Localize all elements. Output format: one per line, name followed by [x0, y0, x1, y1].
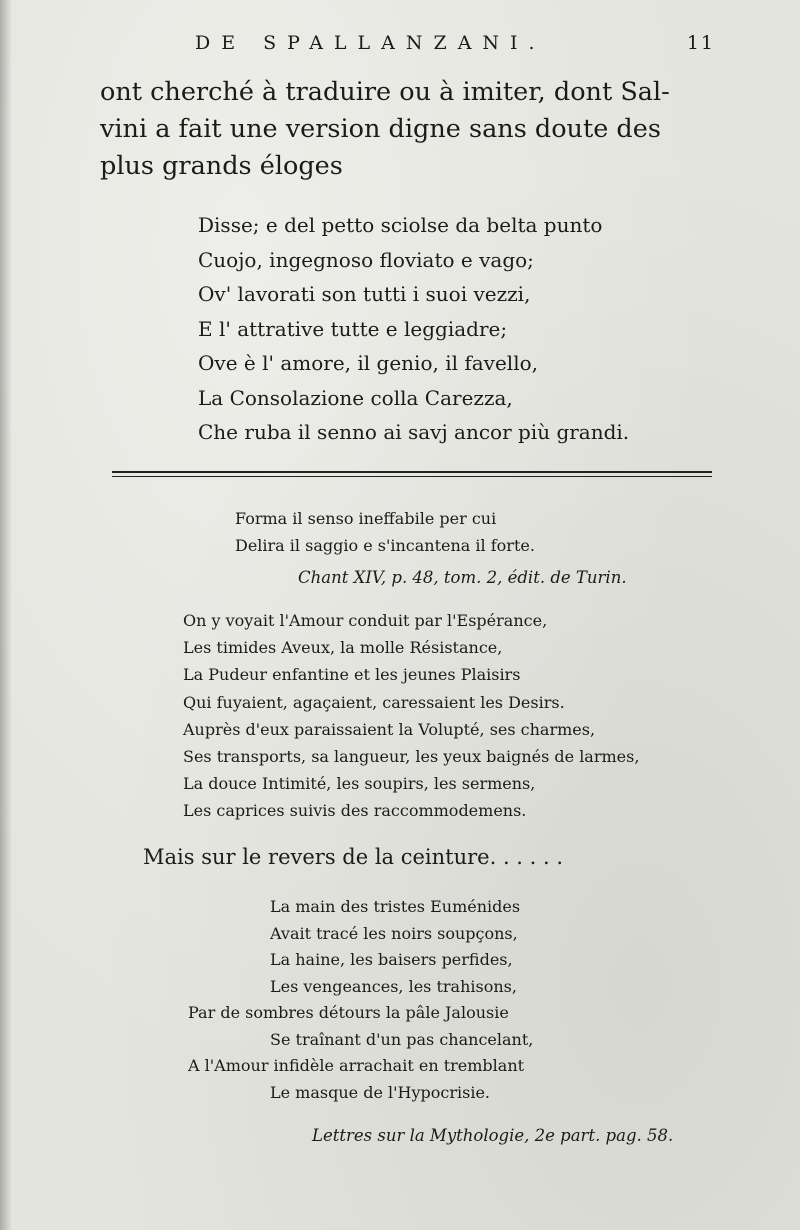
verse-line: Ses transports, sa langueur, les yeux baignés de larmes,	[183, 747, 640, 767]
french-verse-block	[183, 607, 639, 825]
verse-line: La main des tristes Euménides	[270, 897, 521, 916]
verse-line: Auprès d'eux paraissaient la Volupté, ses charmes,	[183, 719, 596, 739]
verse-line: Par de sombres détours la pâle Jalousie	[188, 1003, 509, 1022]
verse-line: La douce Intimité, les soupirs, les sermens,	[183, 774, 536, 794]
verse-line: Forma il senso ineffabile per cui	[235, 509, 497, 528]
verse-line: Che ruba il senno ai savj ancor più grandi.	[198, 420, 630, 444]
verse-line: Qui fuyaient, agaçaient, caressaient les Desirs.	[183, 692, 565, 712]
italian-verse-block	[198, 208, 629, 450]
verse-line: Cuojo, ingegnoso floviato e vago;	[198, 247, 534, 272]
prose-line: plus grands éloges	[100, 151, 343, 181]
mais-line: Mais sur le revers de la ceinture. . . . . .	[143, 845, 564, 869]
prose-line: vini a fait une version digne sans doute des	[100, 114, 661, 144]
prose-line: ont cherché à traduire ou à imiter, dont Sal-	[100, 77, 670, 107]
verse-line: On y voyait l'Amour conduit par l'Espérance,	[183, 611, 548, 630]
running-header	[195, 32, 715, 54]
verse-line: A l'Amour infidèle arrachait en tremblant	[188, 1056, 525, 1075]
citation-chant: Chant XIV, p. 48, tom. 2, édit. de Turin.	[298, 568, 627, 587]
verse-line: E l' attrative tutte e leggiadre;	[198, 316, 508, 341]
page-number: 11	[686, 32, 715, 54]
page-gutter-shadow	[0, 0, 12, 1230]
verse-line: Disse; e del petto sciolse da belta punto	[198, 213, 603, 237]
footnote-divider-thin	[112, 476, 712, 477]
running-title: DE SPALLANZANI.	[195, 32, 546, 54]
verse-line: Ove è l' amore, il genio, il favello,	[198, 351, 538, 375]
verse-line: Les timides Aveux, la molle Résistance,	[183, 638, 503, 658]
verse-line: Les caprices suivis des raccommodemens.	[183, 801, 527, 821]
verse-line: Avait tracé les noirs soupçons,	[270, 923, 518, 943]
prose-paragraph	[100, 74, 718, 185]
verse-line: Se traînant d'un pas chancelant,	[270, 1029, 534, 1049]
footnote-divider	[112, 471, 712, 473]
footnote-italian-verse	[235, 505, 535, 559]
verse-line: La Pudeur enfantine et les jeunes Plaisirs	[183, 665, 521, 685]
verse-line: Ov' lavorati son tutti i suoi vezzi,	[198, 282, 531, 306]
verse-line: Delira il saggio e s'incantena il forte.	[235, 536, 535, 555]
verse-line: La Consolazione colla Carezza,	[198, 385, 513, 410]
verse-line: Les vengeances, les trahisons,	[270, 976, 517, 996]
citation-lettres: Lettres sur la Mythologie, 2e part. pag. 58.	[312, 1126, 674, 1145]
verse-line: Le masque de l'Hypocrisie.	[270, 1082, 490, 1102]
verse-line: La haine, les baisers perfides,	[270, 950, 513, 969]
french-verse-block-2	[188, 894, 533, 1106]
